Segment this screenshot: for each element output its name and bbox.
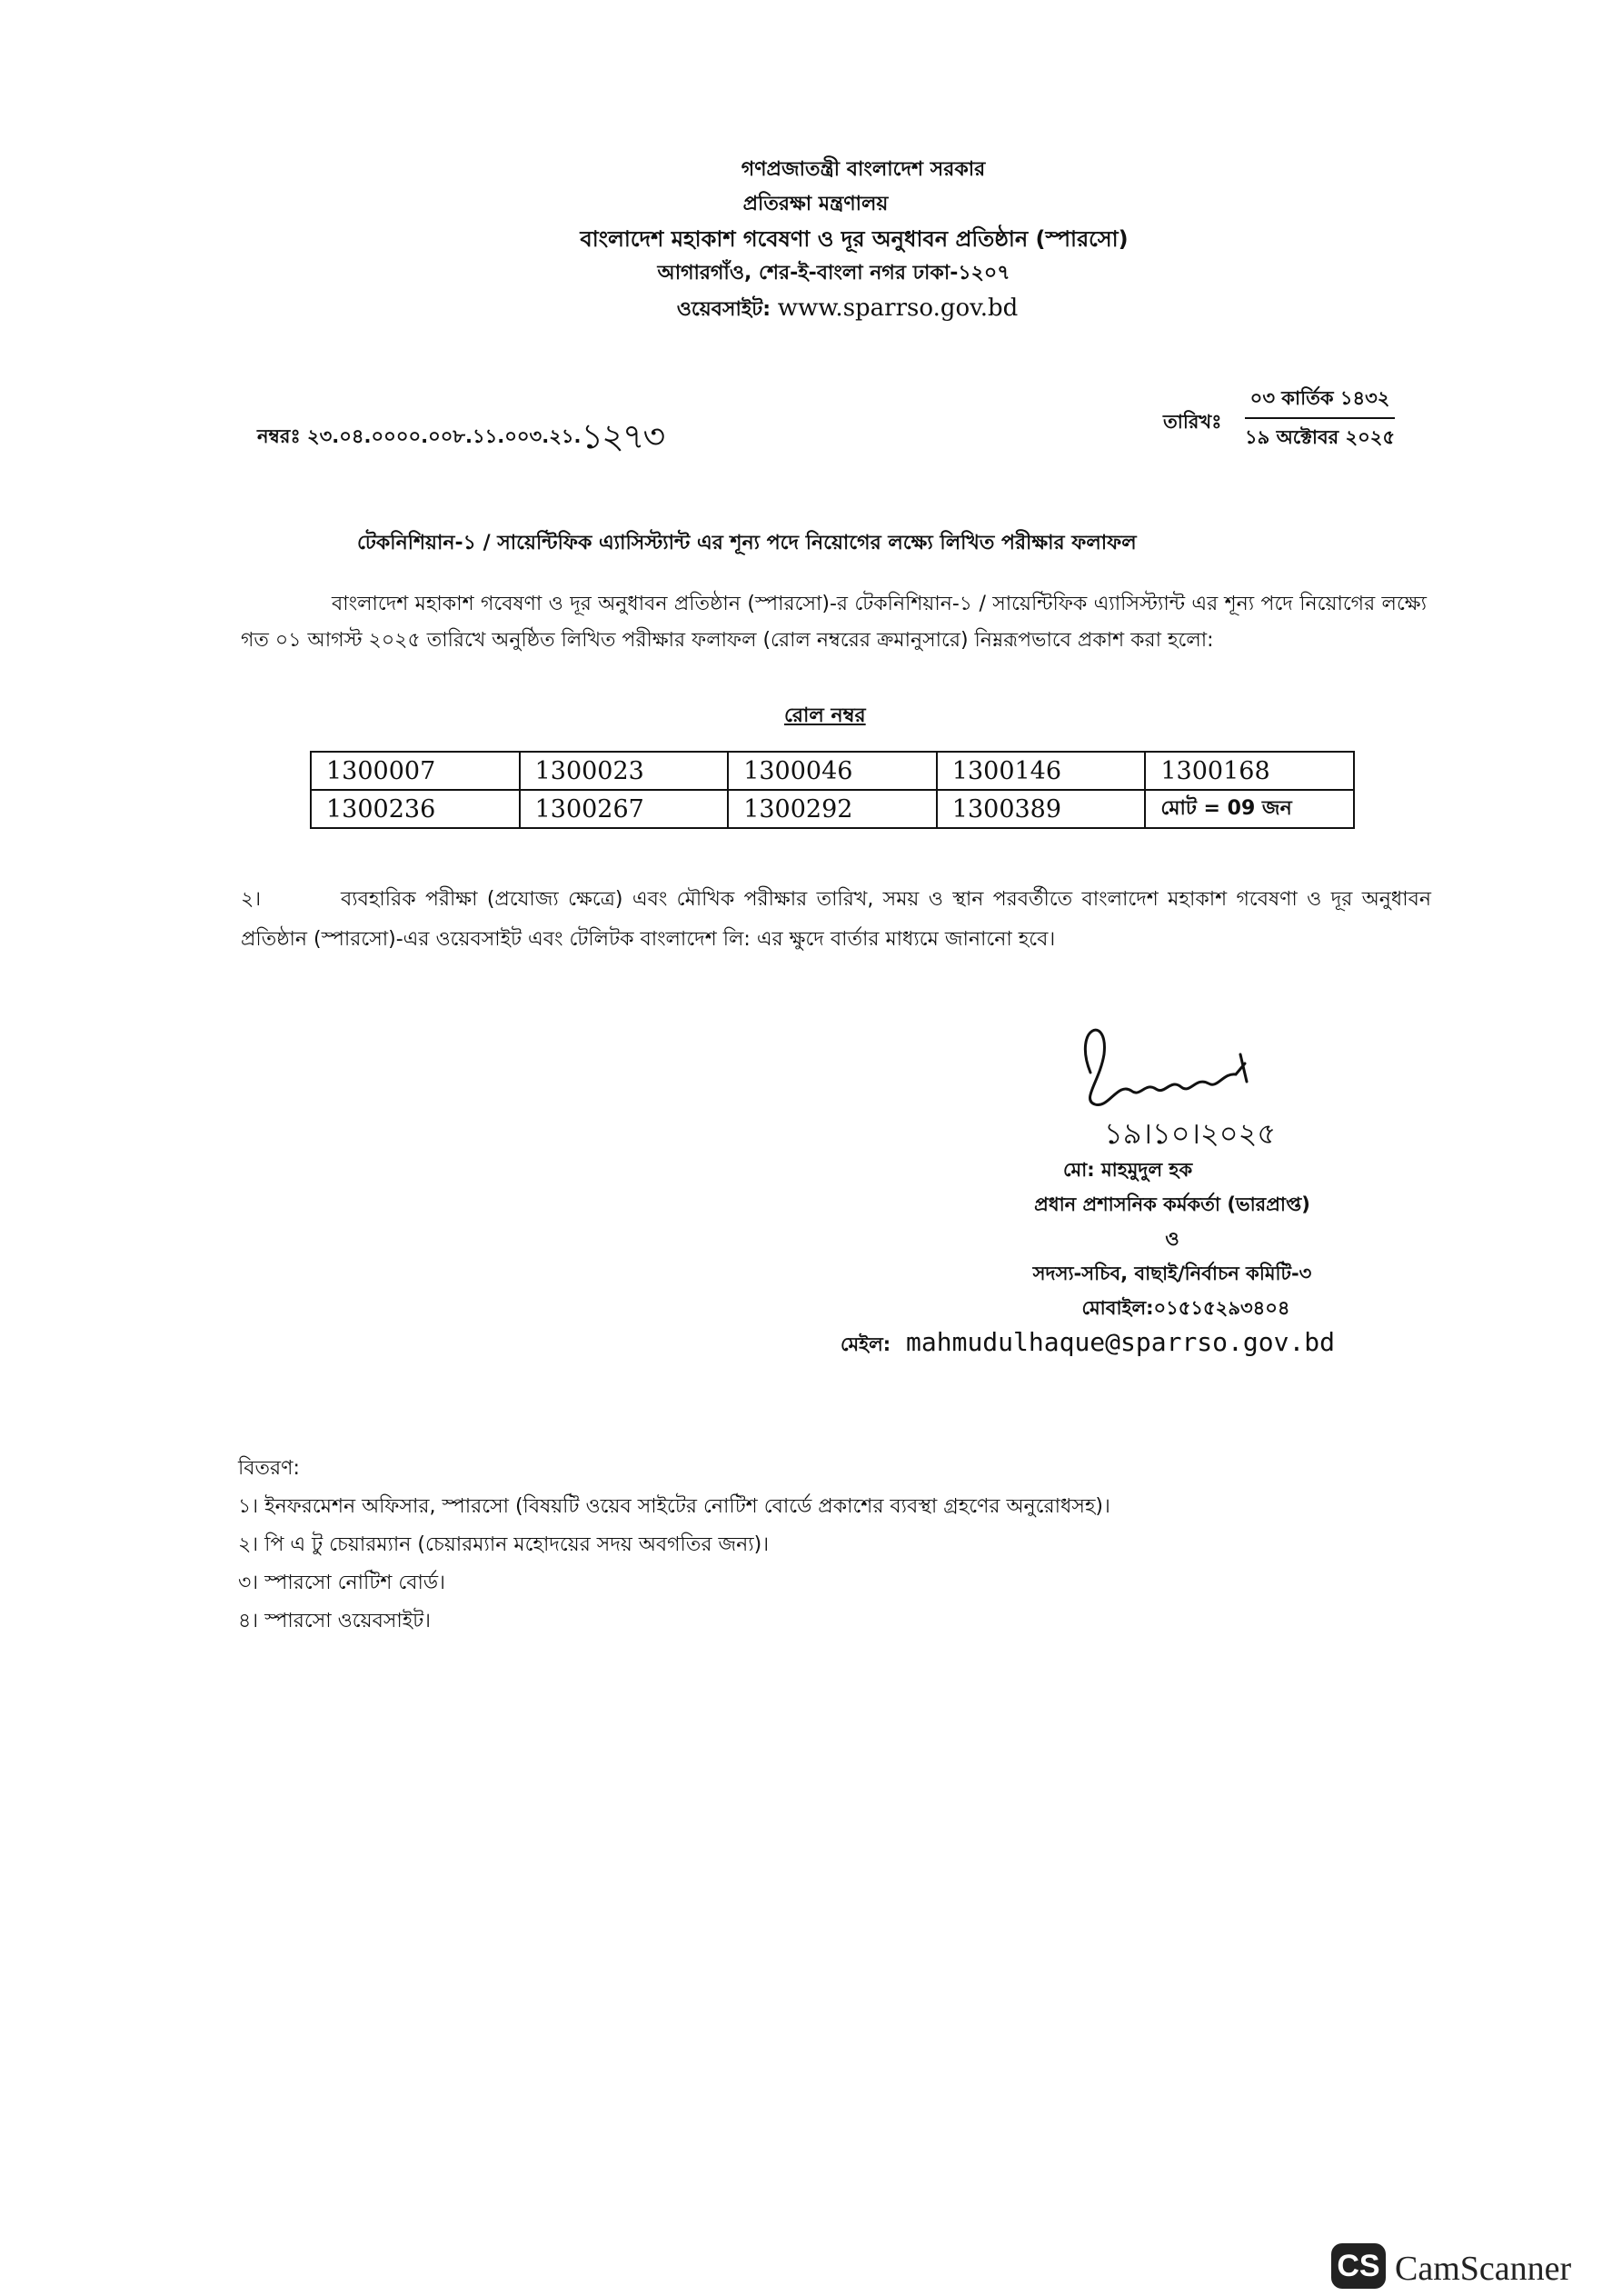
subject-line: টেকনিশিয়ান-১ / সায়েন্টিফিক এ্যাসিস্ট্যান্ট এর শূন্য পদে নিয়োগের লক্ষ্যে লিখিত পরীক্ষার ফলাফল [357,532,1137,554]
roll-cell: 1300267 [520,790,729,828]
signature-block [841,1153,1408,1362]
list-item: ২। পি এ টু চেয়ারম্যান (চেয়ারম্যান মহোদয়ের সদয় অবগতির জন্য)। [238,1533,770,1556]
list-item: ৪। স্পারসো ওয়েবসাইট। [238,1610,432,1632]
email-address: mahmudulhaque@sparrso.gov.bd [906,1327,1336,1357]
table-row [311,790,1354,828]
header-line-ministry: প্রতিরক্ষা মন্ত্রণালয় [742,193,889,215]
list-item: ১। ইনফরমেশন অফিসার, স্পারসো (বিষয়টি ওয়েব সাইটের নোটিশ বোর্ডে প্রকাশের ব্যবস্থা গ্রহণের অনুরোধসহ)। [238,1495,1110,1518]
signatory-mobile: মোবাইল:০১৫১৫২৯৩৪০৪ [1081,1297,1290,1319]
signatory-conjunction: ও [1165,1228,1179,1250]
list-item: ৩। স্পারসো নোটিশ বোর্ড। [238,1572,445,1594]
date-block [1245,384,1395,454]
roll-number-table [310,751,1355,829]
website-link: www.sparrso.gov.bd [777,294,1019,322]
date-bangla: ০৩ কার্তিক ১৪৩২ [1245,384,1395,419]
signatory-designation: প্রধান প্রশাসনিক কর্মকর্তা (ভারপ্রাপ্ত) [1034,1193,1310,1215]
distribution-title: বিতরণ: [238,1457,300,1480]
website-label: ওয়েবসাইট: [676,298,771,321]
memo-number-value: ২৩.০৪.০০০০.০০৮.১১.০০৩.২১. [306,425,582,447]
header-line-address: আগারগাঁও, শের-ই-বাংলা নগর ঢাকা-১২০৭ [657,262,1010,285]
paragraph-2-number: ২। [241,888,262,911]
table-row [311,752,1354,790]
roll-heading: রোল নম্বর [784,704,866,727]
roll-cell: 1300046 [728,752,937,790]
camscanner-watermark: CamScanner [1395,2250,1572,2288]
paragraph-2 [241,880,1431,960]
paragraph-1 [241,586,1427,659]
date-english: ১৯ অক্টোবর ২০২৫ [1245,426,1396,448]
header-line-organization: বাংলাদেশ মহাকাশ গবেষণা ও দূর অনুধাবন প্রতিষ্ঠান (স্পারসো) [580,226,1129,252]
roll-cell: 1300236 [311,790,520,828]
roll-cell: 1300007 [311,752,520,790]
roll-cell: 1300292 [728,790,937,828]
signature-date: ১৯।১০।২০২৫ [1104,1116,1277,1151]
memo-number-handwritten: ১২৭৩ [581,416,664,456]
roll-cell: 1300168 [1145,752,1354,790]
date-label: তারিখঃ [1163,411,1222,433]
roll-total-cell: মোট = 09 জন [1145,790,1354,828]
signatory-name: মো: মাহমুদুল হক [1063,1159,1193,1181]
memo-number [257,404,663,463]
signatory-email [841,1325,1408,1362]
signature-icon [1054,1018,1290,1154]
roll-cell: 1300023 [520,752,729,790]
roll-cell: 1300146 [937,752,1146,790]
paragraph-2-text: ব্যবহারিক পরীক্ষা (প্রযোজ্য ক্ষেত্রে) এবং মৌখিক পরীক্ষার তারিখ, সময় ও স্থান পরবর্তীতে বাংলাদেশ মহাকাশ গবেষণা ও দূর অনুধাবন প্রতিষ্ঠান (স্পারসো)-এর ওয়েবসাইট এবং টেলিটক বাংলাদেশ লি: এর ক্ষুদে বার্তার মাধ্যমে জানানো হবে। [241,888,1431,951]
memo-number-label: নম্বরঃ [257,425,301,447]
distribution-list [238,1450,1110,1641]
letterhead [0,153,1622,327]
roll-cell: 1300389 [937,790,1146,828]
header-line-website [73,291,1622,327]
camscanner-logo-icon: CS [1331,2243,1386,2289]
header-line-government: গণপ্রজাতন্ত্রী বাংলাদেশ সরকার [741,158,986,181]
email-label: মেইল: [841,1333,891,1355]
signatory-role: সদস্য-সচিব, বাছাই/নির্বাচন কমিটি-৩ [1032,1263,1312,1284]
paragraph-1-text: বাংলাদেশ মহাকাশ গবেষণা ও দূর অনুধাবন প্রতিষ্ঠান (স্পারসো)-র টেকনিশিয়ান-১ / সায়েন্টিফিক এ্যাসিস্ট্যান্ট এর শূন্য পদে নিয়োগের লক্ষ্যে গত ০১ আগস্ট ২০২৫ তারিখে অনুষ্ঠিত লিখিত পরীক্ষার ফলাফল (রোল নম্বরের ক্রমানুসারে) নিম্নরূপভাবে প্রকাশ করা হলো: [241,593,1427,652]
